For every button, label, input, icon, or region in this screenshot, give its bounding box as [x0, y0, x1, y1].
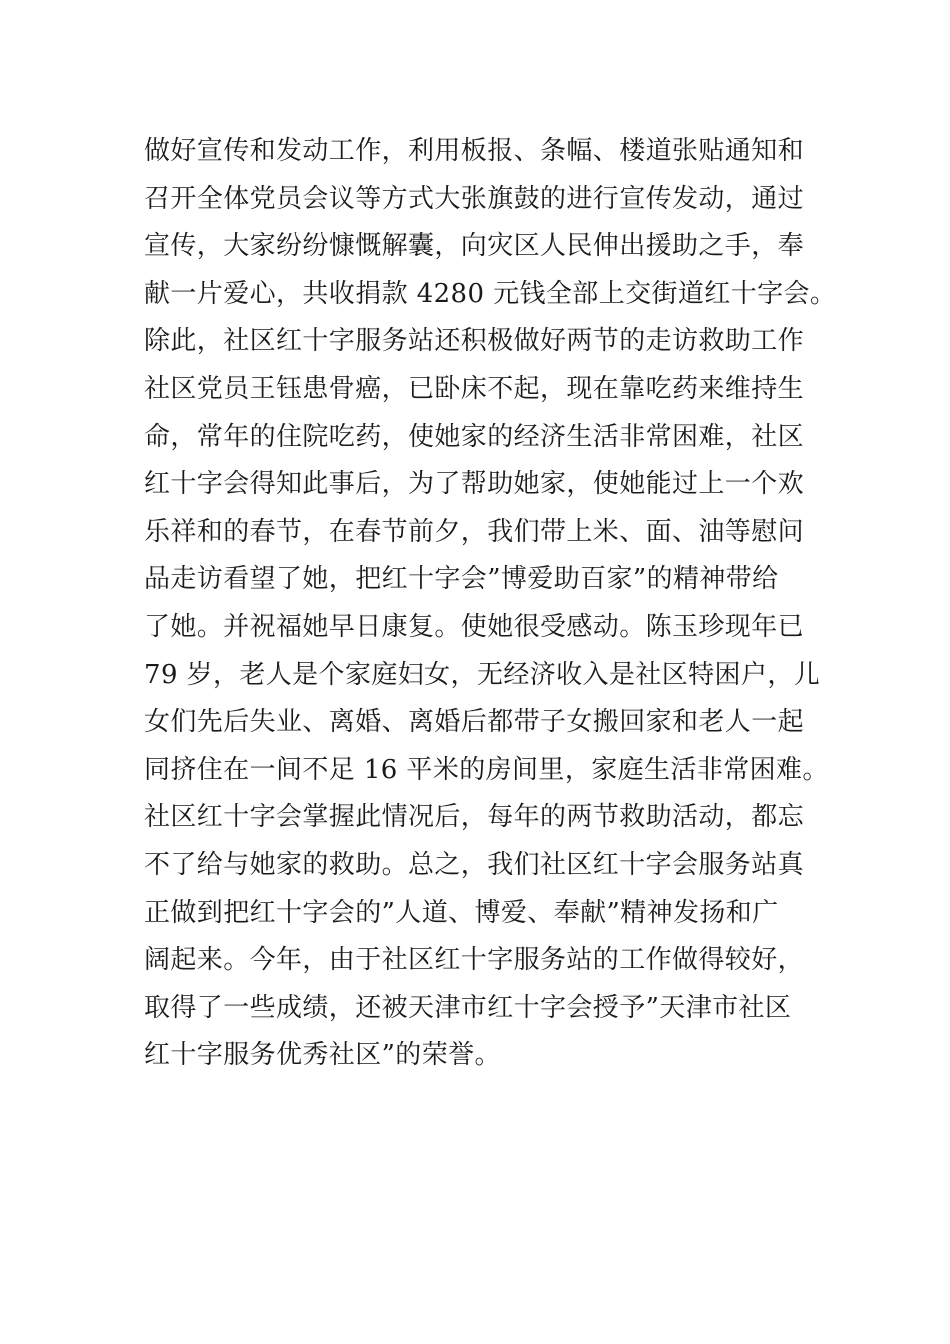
text-line: 宣传，大家纷纷慷慨解囊，向灾区人民伸出援助之手，奉 [144, 231, 805, 262]
text-line: 正做到把红十字会的”人道、博爱、奉献”精神发扬和广 [144, 897, 779, 928]
text-line: 做好宣传和发动工作，利用板报、条幅、楼道张贴通知和 [144, 136, 805, 166]
text-line: 79 岁，老人是个家庭妇女，无经济收入是社区特困户，儿 [144, 659, 821, 690]
text-line: 同挤住在一间不足 16 平米的房间里，家庭生活非常困难。 [144, 754, 829, 785]
text-line: 女们先后失业、离婚、离婚后都带子女搬回家和老人一起 [144, 707, 805, 738]
text-line: 乐祥和的春节，在春节前夕，我们带上米、面、油等慰问 [144, 516, 805, 547]
text-line: 社区红十字会掌握此情况后，每年的两节救助活动，都忘 [144, 802, 805, 833]
text-line: 红十字会得知此事后，为了帮助她家，使她能过上一个欢 [144, 469, 805, 500]
text-line: 阔起来。今年，由于社区红十字服务站的工作做得较好， [144, 945, 805, 976]
text-line: 了她。并祝福她早日康复。使她很受感动。陈玉珍现年已 [144, 611, 805, 642]
text-line: 除此，社区红十字服务站还积极做好两节的走访救助工作 [144, 326, 805, 357]
text-line: 命，常年的住院吃药，使她家的经济生活非常困难，社区 [144, 421, 805, 452]
text-line: 不了给与她家的救助。总之，我们社区红十字会服务站真 [144, 849, 805, 880]
text-line: 召开全体党员会议等方式大张旗鼓的进行宣传发动，通过 [144, 183, 805, 214]
text-line: 社区党员王钰患骨癌，已卧床不起，现在靠吃药来维持生 [144, 373, 805, 404]
text-line: 红十字服务优秀社区”的荣誉。 [144, 1040, 501, 1071]
text-line: 取得了一些成绩，还被天津市红十字会授予”天津市社区 [144, 992, 792, 1023]
text-line: 献一片爱心，共收捐款 4280 元钱全部上交街道红十字会。 [144, 278, 837, 309]
text-line: 品走访看望了她，把红十字会”博爱助百家”的精神带给 [144, 564, 779, 595]
body-text [144, 128, 837, 1080]
